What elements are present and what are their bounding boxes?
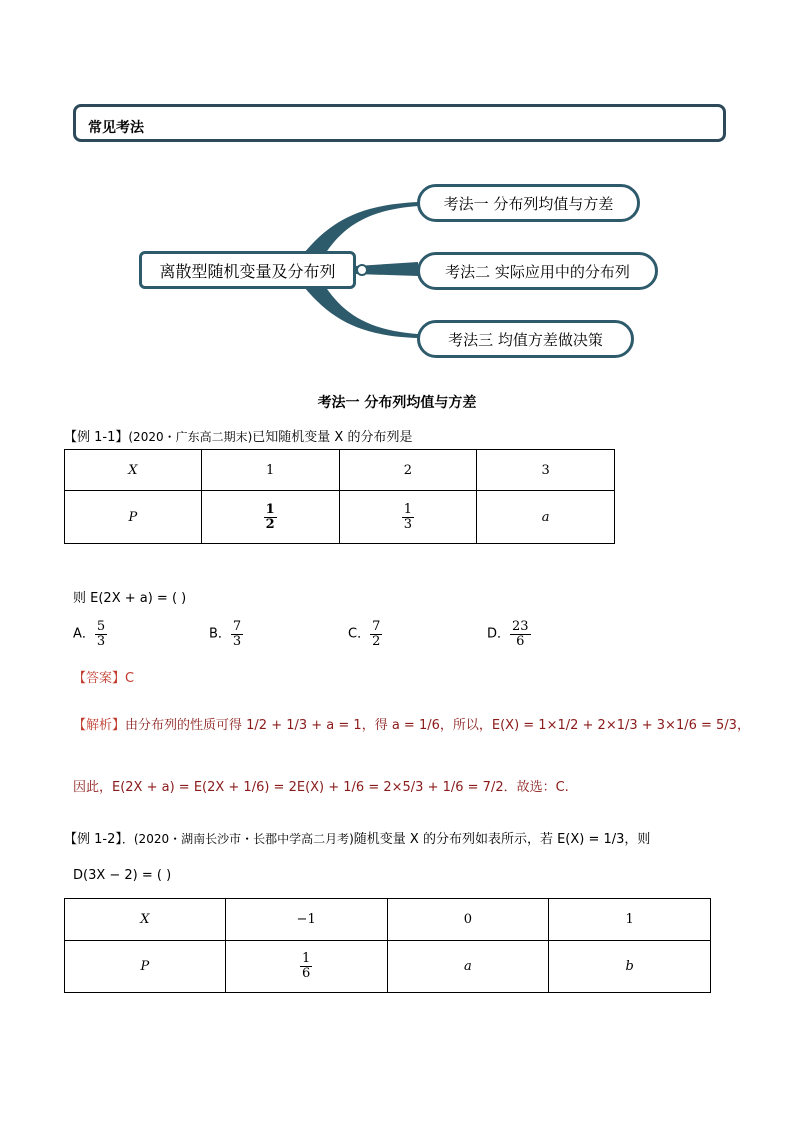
- example1-heading: [64, 426, 412, 445]
- example1-analysis-line2: 因此，E(2X + a) = E(2X + 1/6) = 2E(X) + 1/6 = 2×5/3 + 1/6 = 7/2．故选：C.: [73, 780, 569, 795]
- table-cell: 0: [387, 899, 549, 941]
- example2-stem: 随机变量 X 的分布列如表所示，若 E(X) = 1/3，则: [353, 832, 651, 847]
- option-b: B． $\frac{7}{3}$: [209, 619, 242, 649]
- table-cell-fraction: [339, 491, 477, 544]
- table-cell: X: [65, 450, 202, 491]
- answer-tag: 【答案】: [73, 671, 126, 686]
- table-cell: P: [65, 491, 202, 544]
- table-cell: a: [387, 941, 549, 993]
- analysis-tag: 【解析】: [73, 718, 126, 733]
- fraction: $\frac{5}{3}$: [96, 619, 106, 649]
- example1-analysis-line1: 【解析】由分布列的性质可得 1/2 + 1/3 + a = 1，得 a = 1/6，所以，E(X) = 1×1/2 + 2×1/3 + 3×1/6 = 5/3，: [73, 718, 750, 733]
- mindmap-root: 离散型随机变量及分布列: [139, 251, 356, 289]
- example1-answer: [73, 667, 134, 686]
- fraction: $\frac{23}{6}$: [512, 619, 529, 649]
- example2-distribution-table: [64, 898, 711, 993]
- answer-value: C: [125, 671, 135, 686]
- fraction: $\frac{1}{6}$: [302, 951, 311, 981]
- example1-stem: 已知随机变量 X 的分布列是: [252, 430, 413, 445]
- table-cell-fraction: [225, 941, 387, 993]
- table-cell: P: [65, 941, 226, 993]
- mindmap-branch-1: 考法一 分布列均值与方差: [417, 184, 640, 222]
- table-cell: 1: [549, 899, 711, 941]
- example1-question: 则 E(2X + a) = ( ): [73, 591, 187, 606]
- table-cell: 3: [477, 450, 615, 491]
- section-header-title: 常见考法: [88, 120, 144, 136]
- example2-heading: [64, 828, 650, 847]
- section-title: 考法一 分布列均值与方差: [317, 395, 477, 411]
- option-a: A． $\frac{5}{3}$: [73, 619, 106, 649]
- example2-source: ．(2020・湖南长沙市・长郡中学高二月考): [121, 832, 354, 846]
- option-d: D． $\frac{23}{6}$: [487, 619, 529, 649]
- table-cell: X: [65, 899, 226, 941]
- example2-tag: 【例 1-2】: [64, 832, 122, 847]
- example1-distribution-table: [64, 449, 615, 544]
- option-c: C． $\frac{7}{2}$: [348, 619, 381, 649]
- table-cell: 1: [201, 450, 339, 491]
- example2-question: D(3X − 2) = ( ): [73, 868, 172, 883]
- fraction: $\frac{7}{2}$: [372, 619, 381, 649]
- mindmap-connectors: [0, 0, 794, 400]
- mindmap-branch-2: 考法二 实际应用中的分布列: [417, 252, 658, 290]
- table-cell: 2: [339, 450, 477, 491]
- table-cell: −1: [225, 899, 387, 941]
- example1-source: (2020・广东高二期末): [128, 430, 253, 444]
- table-cell-fraction: [201, 491, 339, 544]
- table-cell: a: [477, 491, 615, 544]
- example1-tag: 【例 1-1】: [64, 430, 129, 445]
- fraction: $\frac{1}{3}$: [403, 501, 413, 532]
- table-cell: b: [549, 941, 711, 993]
- mindmap-branch-3: 考法三 均值方差做决策: [417, 320, 634, 358]
- fraction: $\frac{7}{3}$: [232, 619, 242, 649]
- fraction: $\frac{1}{2}$: [265, 501, 275, 532]
